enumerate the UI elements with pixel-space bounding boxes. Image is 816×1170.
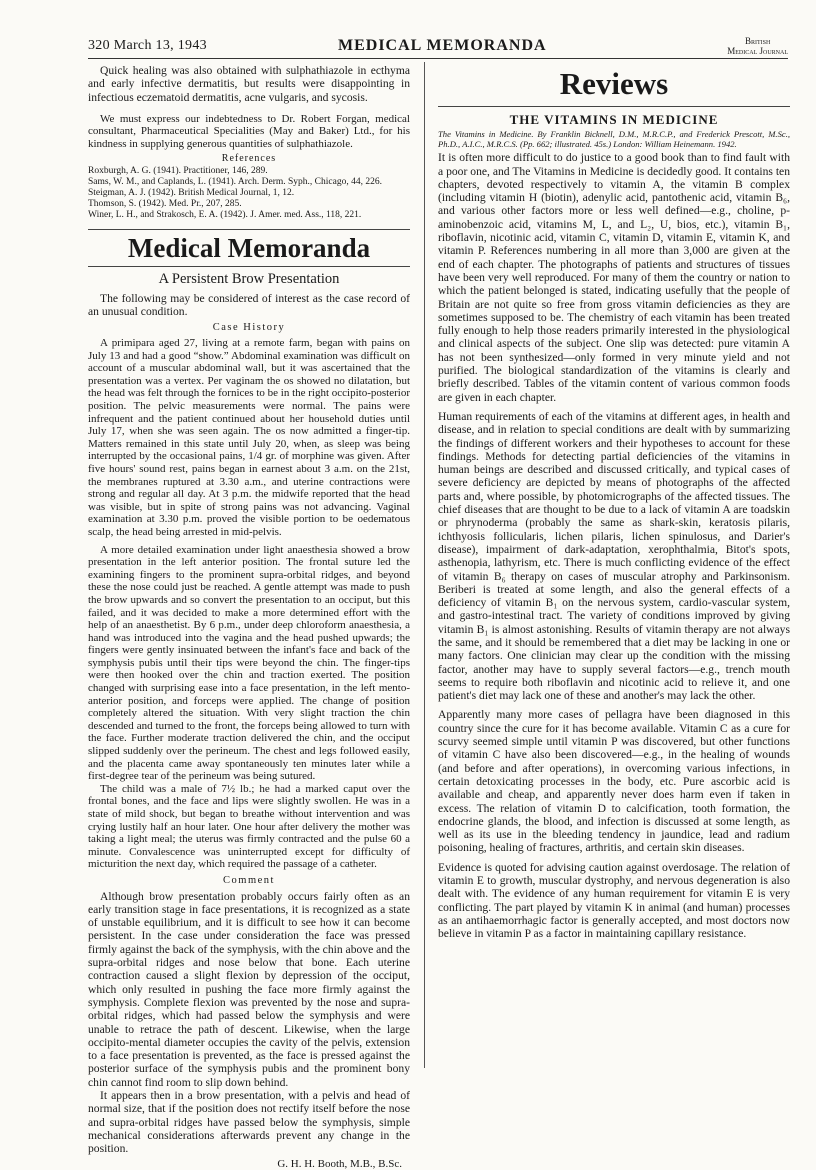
comment-heading: Comment xyxy=(223,874,275,886)
review-title: THE VITAMINS IN MEDICINE xyxy=(509,112,719,127)
reference-item: Roxburgh, A. G. (1941). Practitioner, 146, 289. xyxy=(88,166,268,177)
article-lead: The following may be considered of interest as the case record of an unusual condition. xyxy=(88,291,410,319)
journal-name-line2: Medical Journal xyxy=(727,46,788,56)
review-body xyxy=(438,151,790,940)
right-column xyxy=(438,64,790,941)
case-paragraph: The child was a male of 7½ lb.; he had a marked caput over the frontal bones, and the face and lips were slightly swollen. He was in a state of mild shock, but began to breathe without intervention and was crying lustily half an hour later. One hour after delivery the mother was taking a light meal; the uterus was firmly contracted and the pulse 60 a minute. Convalescence was uninterrupted except for difficulty of micturition the next day, which required the passage of a catheter. xyxy=(88,782,410,871)
review-citation: The Vitamins in Medicine. By Franklin Bicknell, D.M., M.R.C.P., and Frederick Prescott, M.Sc., Ph.D., A.I.C., M.R.C.S. (Pp. 662; illustrated. 45s.) London: William Heinemann. 1942. xyxy=(438,129,790,150)
section-title-reviews: Reviews xyxy=(438,64,790,107)
article-title: A Persistent Brow Presentation xyxy=(158,271,340,288)
review-paragraph: Evidence is quoted for advising caution against overdosage. The relation of vitamin E to growth, muscular dystrophy, and nervous degeneration is also dealt with. The evidence of any human requirement for vitamin E is very conflicting. The part played by vitamin K in animal (and human) processes as an antihaemorrhagic factor is generally accepted, and most doctors now believe in vitamin P as a factor in maintaining capillary resistance. xyxy=(438,860,790,941)
intro-paragraph: Quick healing was also obtained with sulphathiazole in ecthyma and early infective dermatitis, but results were disappointing in infectious eczematoid dermatitis, acne vulgaris, and sycosis. xyxy=(88,64,410,104)
acknowledgement-paragraph: We must express our indebtedness to Dr. Robert Forgan, medical consultant, Pharmaceutical Specialities (May and Baker) Ltd., for his kindness in supplying generous quantities of sulphathiazole. xyxy=(88,112,410,151)
reference-item: Sams, W. M., and Caplands, L. (1941). Arch. Derm. Syph., Chicago, 44, 226. xyxy=(88,177,382,188)
comment-paragraph: It appears then in a brow presentation, with a pelvis and head of normal size, that if the position does not rectify itself before the nose and supra-orbital ridges have passed below the symphysis, simple mechanical considerations afterwards prevent any change in the position. xyxy=(88,1089,410,1156)
reference-item: Thomson, S. (1942). Med. Pr., 207, 285. xyxy=(88,199,242,210)
review-paragraph: Human requirements of each of the vitamins at different ages, in health and disease, and in relation to special conditions are dealt with by summarizing the findings of different workers and their hypotheses to account for these findings. Methods for detecting partial deficiencies of the vitamins in human beings are described and discussed critically, and typical cases of severe deficiency are depicted by means of photographs of the affected parts and, where possible, by photomicrographs of the affected tissues. The chief diseases that are thought to be due to a lack of vitamin A are toadskin or phrynoderma (probably the same as shark-skin, keratosis pilaris, ichthyosis follicularis, lichen pilaris, lichen spinulosus, and Darier's disease), impairment of dark-adaptation, xerophthalmia, Bitot's spots, asthenopia, lathyrism, etc. There is much conflicting evidence of the effect of vitamin B₆ therapy on cases of muscular atrophy and Parkinsonism. Beriberi is treated at some length, and also the general effects of a deficiency of vitamin B₁ on the nervous system, cardio-vascular system, and gastro-intestinal tract. The variety of conditions improved by giving vitamin B₁ is almost astonishing. Results of vitamin therapy are not always the same, and it should be remembered that a diet may be lacking in one or many factors. One clinician may clear up the condition with the missing factor, another may have to supply several factors—e.g., trench mouth seems to require both riboflavin and nicotinic acid to relieve it, and one patient's diet may lack one of these and another's may lack the other. xyxy=(438,409,790,703)
case-paragraph: A primipara aged 27, living at a remote farm, began with pains on July 13 and had a good “show.” Abdominal examination was difficult on account of a muscular abdominal wall, but it was ascertained that the presentation was a vertex. Per vaginam the os showed no dilatation, but the head was felt through the fornices to be in the right occipito-posterior position. The pelvic measurements were normal. The pains were infrequent and the patient continued about her household duties until July 17, when she was seen again. The os now admitted a finger-tip. Matters remained in this state until July 20, when, as sleep was being interrupted by the occasional pains, 1/4 gr. of morphine was given. After five hours' sound rest, pains began in earnest about 3 a.m. on the 21st, the membranes ruptured at 3.30 a.m., and uterine contractions were strong and regular all day. At 3 p.m. the midwife reported that the head was visible, but in spite of strong pains was not advancing. Vaginal examination at 3.30 p.m. proved the visible portion to be oedematous scalp, the head being arrested in mid-pelvis. xyxy=(88,337,410,538)
column-divider xyxy=(424,62,425,1068)
author-signature: G. H. H. Booth, M.B., B.Sc. xyxy=(277,1157,402,1170)
case-paragraph: A more detailed examination under light anaesthesia showed a brow presentation in the left anterior position. The frontal suture led the examining fingers to the prominent supra-orbital ridges, and beyond these the nose could just be reached. A gentle attempt was made to push the brow upwards and so convert the presentation to an occiput, but this failed, and it was decided to make a more determined effort with the help of an anaesthetist. By 6 p.m., under deep chloroform anaesthesia, a hand was introduced into the vagina and the head pushed upwards; the fingers were gently insinuated between the infant's face and back of the symphysis pubis until their tips were beyond the chin. The finger-tips were then hooked over the chin and traction exerted. The position changed with surprising ease into a face presentation, in the left mento-anterior position, and forceps were applied. The change of position completely altered the situation. With very slight traction the chin descended and turned to the front, the forceps being allowed to turn with the face. Further moderate traction delivered the chin, and the occiput slipped suddenly over the perineum. The chest and legs followed easily, and the placenta came away spontaneously ten minutes later while a first-degree tear of the perineum was being sutured. xyxy=(88,543,410,783)
journal-name-line1: British xyxy=(744,36,771,46)
header-rule xyxy=(88,58,788,59)
journal-name xyxy=(727,36,788,56)
running-header xyxy=(88,36,788,58)
review-paragraph: Apparently many more cases of pellagra have been diagnosed in this country since the cure for it has become available. Vitamin C as a cure for scurvy seemed simple until vitamin P was discovered, but other functions of vitamin C have also been discovered—e.g., in the healing of wounds (and before and after operations), in overcoming various infections, in certain detoxicating processes in the body, etc. Pure ascorbic acid is available and cheap, and apparently never does harm even if taken in excess. The relation of vitamin D to calcification, tooth formation, the endocrine glands, the blood, and infection is discussed at some length, as well as its use in the bleeding tendency in jaundice, lead and radium poisoning, healing of fractures, arthritis, and certain skin diseases. xyxy=(438,708,790,855)
review-paragraph: It is often more difficult to do justice to a good book than to find fault with a poor one, and The Vitamins in Medicine is decidedly good. It contains ten chapters, devoted respectively to vitamin A, the vitamin B complex (including vitamin H (biotin), adenylic acid, pantothenic acid, vitamin B₆, and various other factors more or less well defined—e.g., choline, p-aminobenzoic acid, vitamins M, L, and L₂, U, bios, etc.), vitamin B₁, riboflavin, nicotinic acid, vitamin C, vitamin D, vitamin E, vitamin K, and vitamin P. References numbering in all more than 3,000 are given at the end of each chapter. The photographs of patients and structures of tissues have been very well reproduced. For many of them the country or nation to which the patient belonged is stated, indicating usefully that the people of Britain are not quite so free from gross vitamin deficiencies as they are sometimes supposed to be. The chemistry of each vitamin has been treated fully enough to help those readers primarily interested in the physiological and clinical aspects of the subject. One slip was detected: pure vitamin A has not been synthesized—only formed in very minute yield and not purified. The biological standardization of the vitamins is clearly and briefly described. Tables of the vitamin content of various common foods are given in each chapter. xyxy=(438,151,790,404)
reference-item: Steigman, A. J. (1942). British Medical Journal, 1, 12. xyxy=(88,188,295,199)
section-title-memoranda: Medical Memoranda xyxy=(88,229,410,267)
comment-paragraph: Although brow presentation probably occurs fairly often as an early transition stage in face presentations, it is recognized as a state of unstable equilibrium, and it is difficult to see how it can become persistent. In the case under consideration the face was pressed firmly against the back of the symphysis, with the chin above and the supra-orbital ridges and nose below that bone. Each uterine contraction caused a slight flexion by depression of the occiput, which only resulted in pushing the face more firmly against the symphysis. Complete flexion was prevented by the nose and supra-orbital ridges, which had passed below the symphysis and were unable to retrace the path of descent. Likewise, when the large occipito-mental diameter occupies the cavity of the pelvis, extension to a face presentation is prevented, as the face is pressed against the posterior surface of the symphysis pubis and the prominent bony chin cannot find room to slip down behind. xyxy=(88,889,410,1089)
case-history-heading: Case History xyxy=(212,322,286,334)
header-section: MEDICAL MEMORANDA xyxy=(338,37,547,54)
page-number-date: 320 March 13, 1943 xyxy=(88,38,207,53)
reference-item: Winer, L. H., and Strakosch, E. A. (1942). J. Amer. med. Ass., 118, 221. xyxy=(88,210,362,221)
left-column xyxy=(88,64,410,1170)
references-heading: References xyxy=(221,152,277,164)
references-list xyxy=(88,166,410,221)
